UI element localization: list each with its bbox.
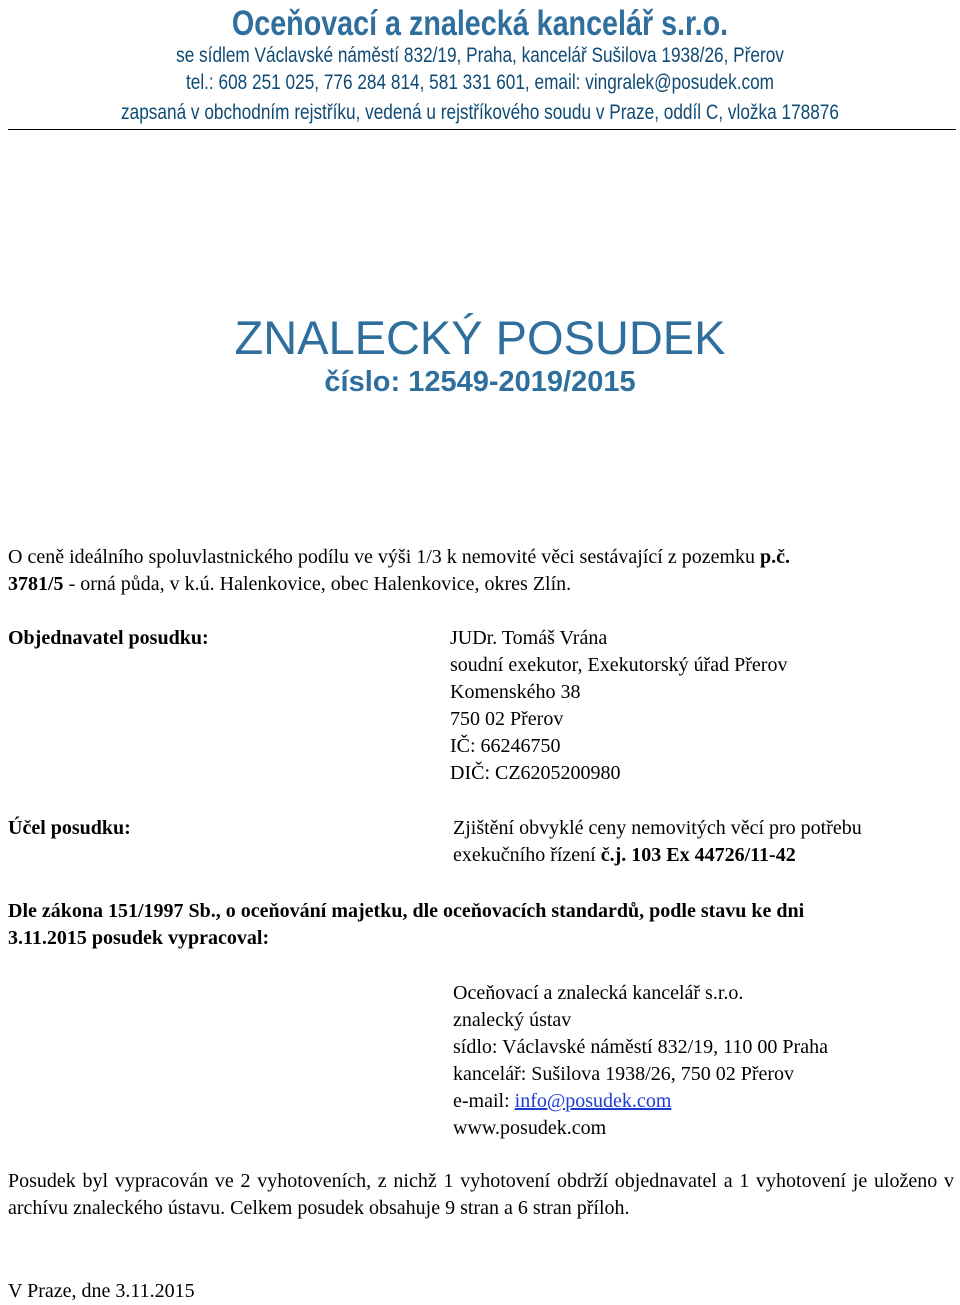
- purpose-line-1: Zjištění obvyklé ceny nemovitých věcí pro potřebu: [453, 817, 862, 839]
- client-label: Objednavatel posudku:: [8, 627, 209, 649]
- email-label: e-mail:: [453, 1090, 515, 1112]
- email-link[interactable]: info@posudek.com: [514, 1090, 672, 1112]
- client-city: 750 02 Přerov: [450, 708, 564, 730]
- subject-line-2: [8, 571, 571, 598]
- subject-parcel-prefix: p.č.: [760, 546, 791, 568]
- author-seat: sídlo: Václavské náměstí 832/19, 110 00 Praha: [453, 1036, 828, 1058]
- subject-line-1: [8, 544, 790, 571]
- document-number: číslo: 12549-2019/2015: [324, 366, 636, 398]
- author-type: znalecký ústav: [453, 1009, 572, 1031]
- subject-parcel-number: 3781/5: [8, 573, 64, 595]
- company-contact: tel.: 608 251 025, 776 284 814, 581 331 601, email: vingralek@posudek.com: [185, 71, 775, 94]
- client-street: Komenského 38: [450, 681, 581, 703]
- place-and-date: V Praze, dne 3.11.2015: [8, 1280, 195, 1302]
- purpose-text: exekučního řízení: [453, 844, 601, 866]
- author-website: www.posudek.com: [453, 1117, 607, 1139]
- client-ico: IČ: 66246750: [450, 735, 561, 757]
- subject-text-2: - orná půda, v k.ú. Halenkovice, obec Halenkovice, okres Zlín.: [63, 573, 572, 595]
- author-office: kancelář: Sušilova 1938/26, 750 02 Přerov: [453, 1063, 795, 1085]
- client-name: JUDr. Tomáš Vrána: [450, 627, 608, 649]
- law-line-2: 3.11.2015 posudek vypracoval:: [8, 927, 270, 949]
- purpose-details: [453, 815, 862, 869]
- purpose-label: Účel posudku:: [8, 817, 131, 839]
- client-dic: DIČ: CZ6205200980: [450, 762, 621, 784]
- author-email-row: [453, 1088, 828, 1115]
- author-name: Oceňovací a znalecká kancelář s.r.o.: [453, 982, 744, 1004]
- client-details: [450, 625, 787, 787]
- document-title: ZNALECKÝ POSUDEK: [234, 311, 726, 364]
- law-line-1: Dle zákona 151/1997 Sb., o oceňování majetku, dle oceňovacích standardů, podle stavu ke dni: [8, 900, 805, 922]
- purpose-line-2: [453, 842, 862, 869]
- client-office: soudní exekutor, Exekutorský úřad Přerov: [450, 654, 788, 676]
- subject-text-1: O ceně ideálního spoluvlastnického podílu ve výši 1/3 k nemovité věci sestávající z pozemku: [8, 546, 761, 568]
- case-number: č.j. 103 Ex 44726/11-42: [600, 844, 796, 866]
- author-details: [453, 980, 828, 1142]
- closing-paragraph: Posudek byl vypracován ve 2 vyhotoveních, z nichž 1 vyhotovení obdrží objednavatel a 1 vyhotovení je uloženo v archívu znaleckého ústavu. Celkem posudek obsahuje 9 stran a 6 stran příloh.: [8, 1170, 954, 1219]
- company-registration: zapsaná v obchodním rejstříku, vedená u rejstříkového soudu v Praze, oddíl C, vložka 178876: [121, 101, 839, 124]
- company-name: Oceňovací a znalecká kancelář s.r.o.: [231, 4, 729, 43]
- company-address: se sídlem Václavské náměstí 832/19, Praha, kancelář Sušilova 1938/26, Přerov: [176, 44, 784, 67]
- header-divider: [8, 129, 956, 130]
